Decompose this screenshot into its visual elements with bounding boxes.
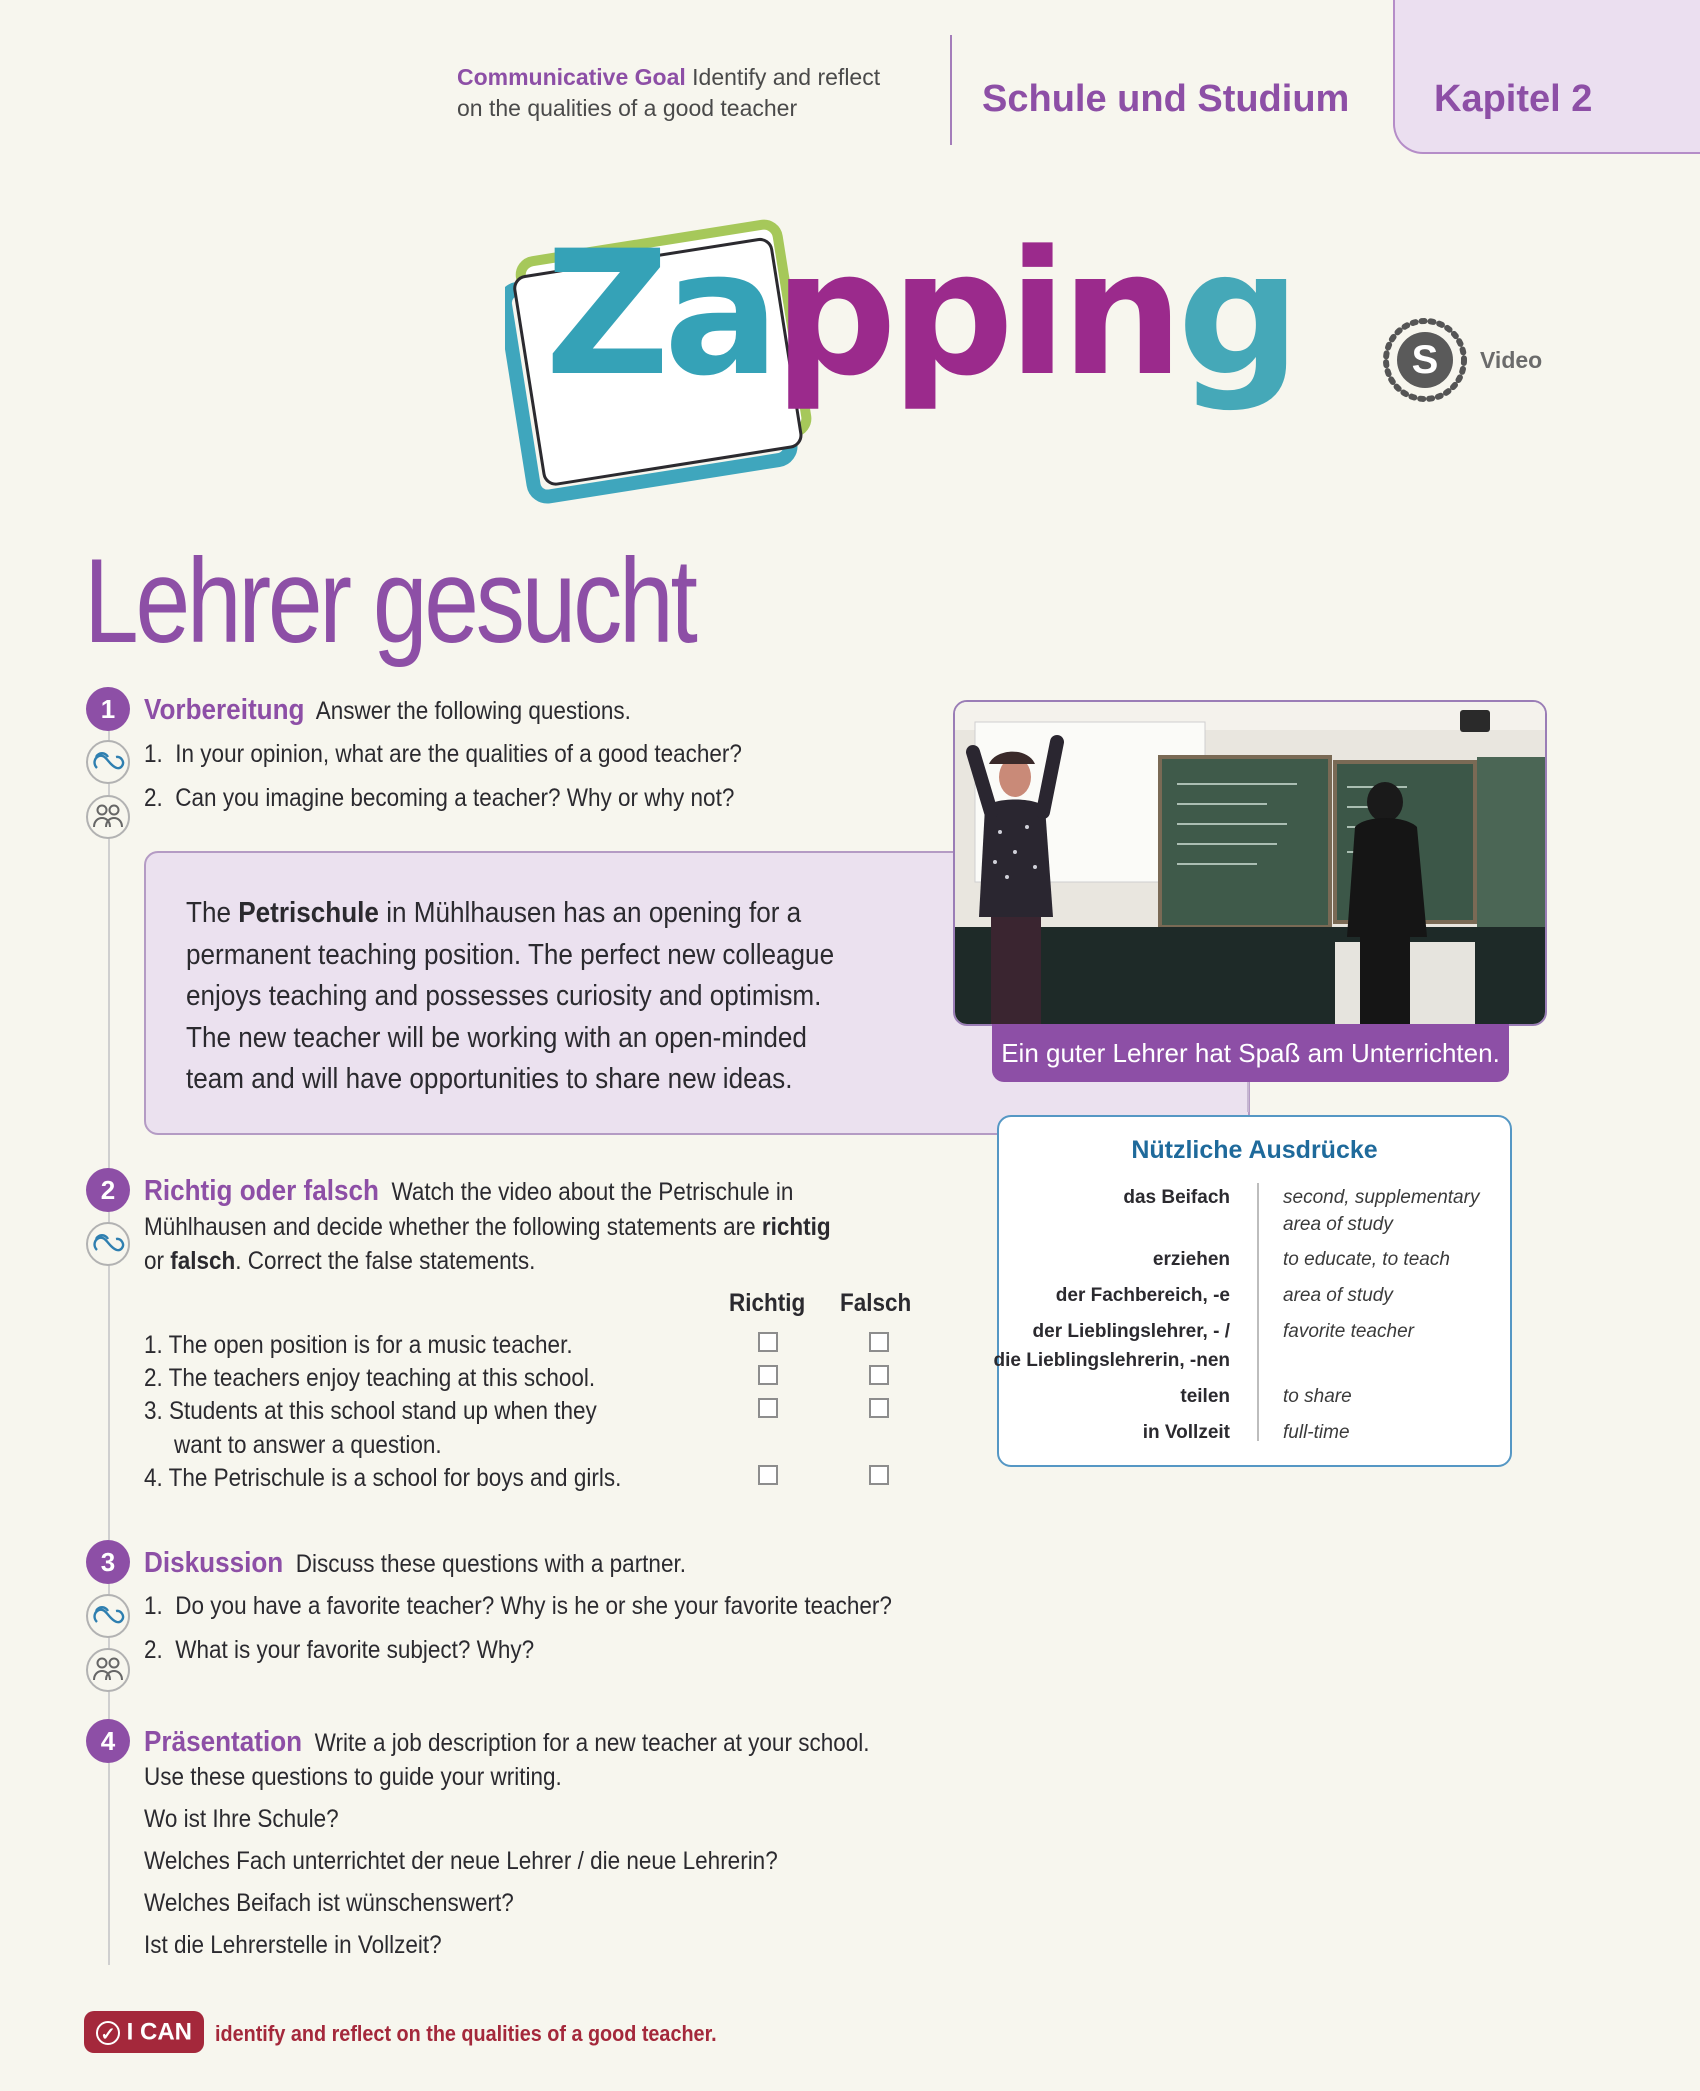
partner-icon	[86, 795, 130, 839]
school-name: Petrischule	[238, 897, 379, 929]
section2-instruction: or falsch. Correct the false statements.	[144, 1247, 536, 1275]
column-richtig: Richtig	[729, 1289, 806, 1317]
goal-text-1: Identify and reflect	[692, 64, 881, 90]
timeline-line	[108, 730, 110, 1540]
list-item: 1. In your opinion, what are the qualities of a good teacher?	[144, 740, 742, 768]
column-falsch: Falsch	[840, 1289, 912, 1317]
caption-connector	[1247, 1082, 1249, 1112]
guide-question: Ist die Lehrerstelle in Vollzeit?	[144, 1931, 442, 1959]
photo-caption: Ein guter Lehrer hat Spaß am Unterrichten.	[992, 1024, 1509, 1082]
video-link-icon	[86, 1594, 130, 1638]
section-number: 1	[86, 687, 130, 731]
header-divider	[950, 35, 952, 145]
vocab-term: teilen	[1180, 1386, 1230, 1407]
vocab-definition: to share	[1283, 1386, 1352, 1407]
section2-instruction: Mühlhausen and decide whether the following statements are richtig	[144, 1213, 831, 1241]
video-badge-letter: S	[1411, 338, 1439, 382]
zapping-logo	[505, 200, 1295, 510]
video-label[interactable]: Video	[1480, 347, 1543, 373]
list-item: 2. What is your favorite subject? Why?	[144, 1636, 535, 1664]
section2-keyword: Richtig oder falsch	[144, 1175, 379, 1207]
section1-keyword: Vorbereitung	[144, 694, 305, 726]
vocab-definition: to educate, to teach	[1283, 1249, 1450, 1270]
vocab-term: der Lieblingslehrer, - /	[1032, 1321, 1230, 1342]
video-icon[interactable]	[1382, 317, 1468, 403]
communicative-goal	[457, 62, 927, 124]
logo-wordmark: Zapping	[545, 213, 1295, 414]
richtig-checkbox[interactable]	[758, 1365, 778, 1385]
vocab-definition: area of study	[1283, 1285, 1393, 1306]
vocab-definition: favorite teacher	[1283, 1321, 1414, 1342]
statement-row: 4. The Petrischule is a school for boys and girls.	[144, 1464, 622, 1492]
richtig-checkbox[interactable]	[758, 1465, 778, 1485]
section-number: 2	[86, 1168, 130, 1212]
classroom-image	[955, 702, 1547, 1026]
chapter-title: Schule und Studium	[982, 78, 1350, 120]
falsch-checkbox[interactable]	[869, 1398, 889, 1418]
section4-heading: Präsentation Write a job description for a new teacher at your school.	[144, 1726, 870, 1758]
section1-instruction: Answer the following questions.	[315, 697, 631, 725]
section4-keyword: Präsentation	[144, 1726, 303, 1758]
checkmark-icon: ✓	[96, 2021, 120, 2045]
video-link-icon	[86, 740, 130, 784]
video-link-icon	[86, 1222, 130, 1266]
section2-heading: Richtig oder falsch Watch the video about the Petrischule in	[144, 1175, 794, 1207]
section3-keyword: Diskussion	[144, 1547, 284, 1579]
falsch-checkbox[interactable]	[869, 1365, 889, 1385]
vocab-divider	[1257, 1183, 1259, 1441]
goal-text-2: on the qualities of a good teacher	[457, 95, 798, 121]
statement-row: 1. The open position is for a music teacher.	[144, 1331, 573, 1359]
vocab-term: in Vollzeit	[1142, 1422, 1230, 1443]
section-number: 3	[86, 1540, 130, 1584]
vocab-term: erziehen	[1152, 1249, 1230, 1270]
falsch-checkbox[interactable]	[869, 1465, 889, 1485]
partner-icon	[86, 1648, 130, 1692]
list-item: 2. Can you imagine becoming a teacher? Why or why not?	[144, 784, 735, 812]
ican-statement: identify and reflect on the qualities of a good teacher.	[215, 2021, 717, 2046]
statement-row-continued: want to answer a question.	[174, 1431, 442, 1459]
richtig-checkbox[interactable]	[758, 1398, 778, 1418]
guide-question: Wo ist Ihre Schule?	[144, 1805, 339, 1833]
classroom-photo	[953, 700, 1547, 1026]
falsch-checkbox[interactable]	[869, 1332, 889, 1352]
section-number: 4	[86, 1719, 130, 1763]
kapitel-label: Kapitel 2	[1434, 78, 1593, 120]
kapitel-tab	[1393, 0, 1700, 154]
guide-question: Welches Fach unterrichtet der neue Lehrer / die neue Lehrerin?	[144, 1847, 778, 1875]
page-title: Lehrer gesucht	[84, 534, 695, 668]
vocab-term: der Fachbereich, -e	[1055, 1285, 1230, 1306]
guide-question: Welches Beifach ist wünschenswert?	[144, 1889, 514, 1917]
job-ad-text: The Petrischule in Mühlhausen has an opening for a permanent teaching position. The perfect new colleague enjoys teaching and possesses curiosity and optimism. The new teacher will be working with an open-minded team and will have opportunities to share new ideas.	[186, 897, 835, 1095]
section3-heading: Diskussion Discuss these questions with a partner.	[144, 1547, 686, 1579]
ican-badge: ✓ I CAN	[84, 2011, 204, 2053]
vocab-title: Nützliche Ausdrücke	[1131, 1136, 1378, 1164]
vocab-term: die Lieblingslehrerin, -nen	[993, 1350, 1230, 1371]
list-item: 1. Do you have a favorite teacher? Why is he or she your favorite teacher?	[144, 1592, 892, 1620]
statement-row: 3. Students at this school stand up when they	[144, 1397, 597, 1425]
section4-instruction: Use these questions to guide your writing.	[144, 1763, 562, 1791]
statement-row: 2. The teachers enjoy teaching at this school.	[144, 1364, 596, 1392]
vocab-definition: full-time	[1283, 1422, 1350, 1443]
goal-label: Communicative Goal	[457, 64, 686, 90]
richtig-checkbox[interactable]	[758, 1332, 778, 1352]
vocab-definition: second, supplementary area of study	[1283, 1187, 1480, 1235]
vocab-term: das Beifach	[1123, 1187, 1230, 1208]
section1-heading	[144, 693, 954, 728]
